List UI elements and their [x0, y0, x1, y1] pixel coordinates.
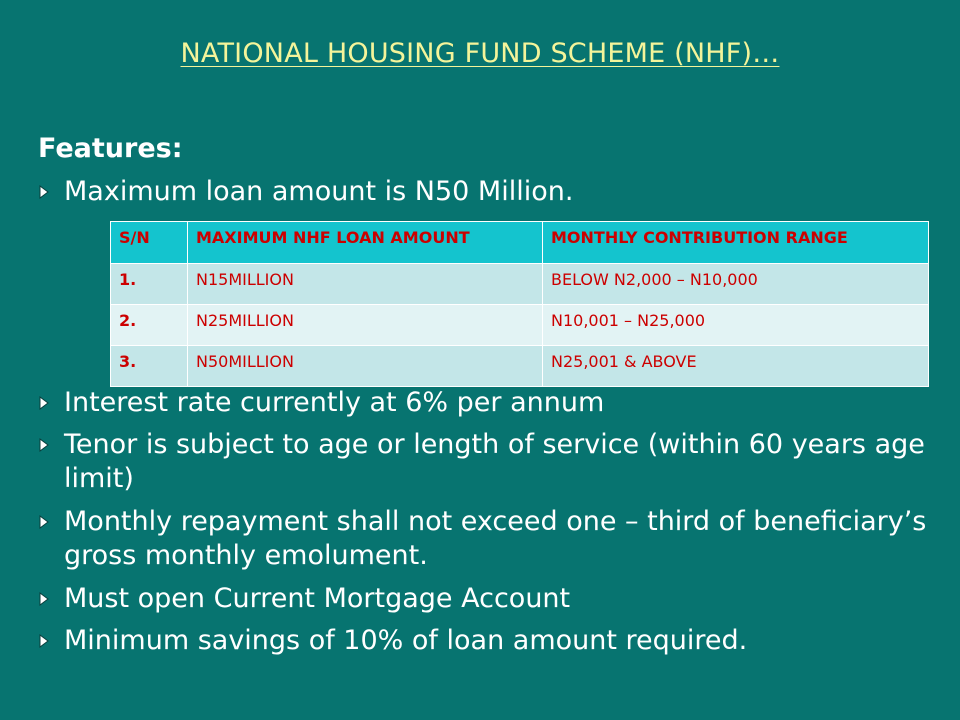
- arrow-right-triangle-icon: [36, 428, 56, 462]
- bullet-item: [36, 175, 936, 209]
- arrow-right-triangle-icon: [36, 582, 56, 616]
- table-header-cell: MAXIMUM NHF LOAN AMOUNT: [188, 222, 543, 264]
- features-heading: Features:: [38, 133, 183, 164]
- table-cell-loan-amount: N50MILLION: [188, 346, 543, 387]
- arrow-right-triangle-icon: [36, 386, 56, 420]
- slide-title: NATIONAL HOUSING FUND SCHEME (NHF)…: [180, 38, 780, 69]
- arrow-right-triangle-icon: [36, 175, 56, 209]
- bullet-text: Monthly repayment shall not exceed one – third of beneficiary’s gross monthly emolument.: [64, 506, 927, 571]
- table-cell-sn: 1.: [111, 264, 188, 305]
- table-cell-sn: 3.: [111, 346, 188, 387]
- bullet-text: Interest rate currently at 6% per annum: [64, 387, 605, 418]
- table-row: [111, 264, 929, 305]
- bullet-item: [36, 386, 936, 420]
- table-row: [111, 346, 929, 387]
- bullet-text: Maximum loan amount is N50 Million.: [64, 176, 574, 207]
- bullet-item: [36, 624, 936, 658]
- bullet-item: [36, 505, 936, 573]
- table-cell-loan-amount: N15MILLION: [188, 264, 543, 305]
- arrow-right-triangle-icon: [36, 505, 56, 539]
- table-header-row: [111, 222, 929, 264]
- table-cell-contribution-range: BELOW N2,000 – N10,000: [543, 264, 929, 305]
- table-row: [111, 305, 929, 346]
- arrow-right-triangle-icon: [36, 624, 56, 658]
- bullet-item: [36, 428, 936, 496]
- table-cell-sn: 2.: [111, 305, 188, 346]
- table-cell-contribution-range: N25,001 & ABOVE: [543, 346, 929, 387]
- table-header-cell: S/N: [111, 222, 188, 264]
- bullet-text: Tenor is subject to age or length of service (within 60 years age limit): [64, 429, 925, 494]
- bullet-item: [36, 582, 936, 616]
- table-cell-loan-amount: N25MILLION: [188, 305, 543, 346]
- bullet-text: Must open Current Mortgage Account: [64, 583, 571, 614]
- table-header-cell: MONTHLY CONTRIBUTION RANGE: [543, 222, 929, 264]
- bullet-text: Minimum savings of 10% of loan amount required.: [64, 625, 748, 656]
- loan-table: [110, 221, 929, 387]
- table-cell-contribution-range: N10,001 – N25,000: [543, 305, 929, 346]
